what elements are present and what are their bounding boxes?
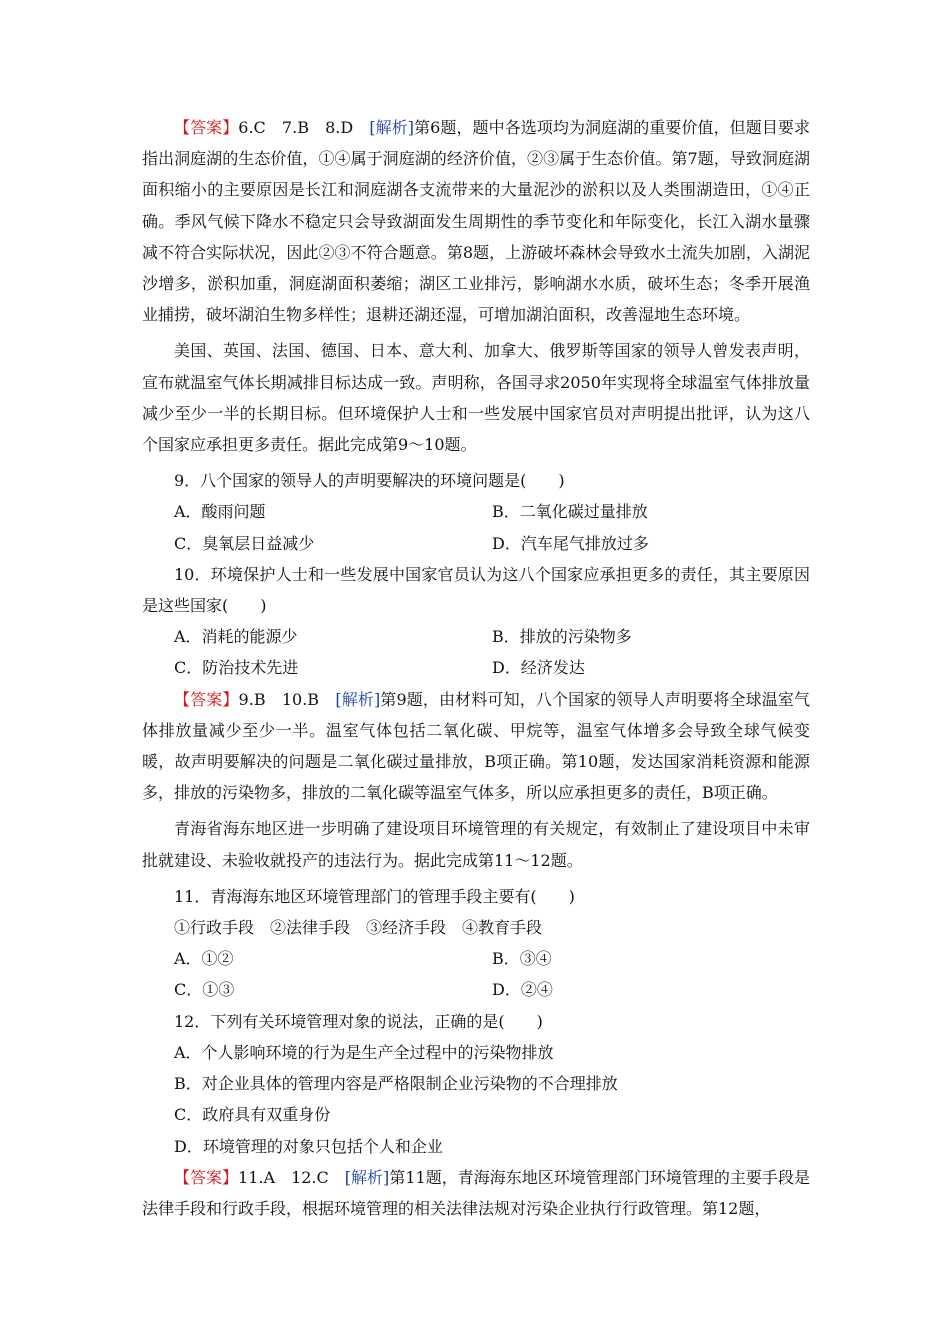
analysis-text: 第9题，由材料可知，八个国家的领导人声明要将全球温室气体排放量减少至少一半。温室气体包括二氧化碳、甲烷等，温室气体增多会导致全球气候变暖，故声明要解决的问题是二氧化碳过量排放，B项正确。第10题，发达国家消耗资源和能源多，排放的污染物多，排放的二氧化碳等温室气体多，所以应承担更多的责任，B项正确。	[142, 689, 810, 803]
option-a: A．①②	[174, 949, 234, 969]
question-10-options-row1	[142, 621, 810, 652]
analysis-text: 第11题，青海海东地区环境管理部门环境管理的主要手段是法律手段和行政手段，根据环境管理的相关法律法规对污染企业执行行政管理。第12题，	[142, 1167, 810, 1218]
option-d: D．汽车尾气排放过多	[492, 533, 649, 553]
option-b: B．③④	[492, 949, 552, 969]
answer-label: 【答案】	[174, 1167, 239, 1187]
answer-block-9-10	[142, 684, 810, 809]
analysis-label: [解析]	[335, 689, 381, 709]
analysis-label: [解析]	[344, 1167, 390, 1187]
question-9-options-row1	[142, 496, 810, 527]
question-11-options-row1	[142, 943, 810, 974]
analysis-label: [解析]	[369, 118, 415, 137]
option-a: A．消耗的能源少	[174, 627, 298, 647]
document-page	[142, 112, 810, 1224]
answer-block-11-12	[142, 1162, 810, 1224]
option-a: A．酸雨问题	[174, 502, 266, 522]
question-9-options-row2	[142, 528, 810, 559]
question-10-stem: 10．环境保护人士和一些发展中国家官员认为这八个国家应承担更多的责任，其主要原因是这些国家( )	[142, 564, 810, 616]
option-c: C．防治技术先进	[174, 658, 299, 678]
answer-keys: 11.A 12.C	[238, 1167, 345, 1187]
answer-block-6-8	[142, 112, 810, 330]
option-d: D．环境管理的对象只包括个人和企业	[174, 1136, 443, 1156]
option-d: D．经济发达	[492, 658, 585, 678]
question-12-stem: 12．下列有关环境管理对象的说法，正确的是( )	[174, 1011, 543, 1031]
answer-keys: 6.C 7.B 8.D	[238, 118, 370, 137]
passage-11-12: 青海省海东地区进一步明确了建设项目环境管理的有关规定，有效制止了建设项目中未审批就建设、未验收就投产的违法行为。据此完成第11～12题。	[142, 819, 810, 870]
answer-label: 【答案】	[174, 689, 239, 709]
option-b: B．对企业具体的管理内容是严格限制企业污染物的不合理排放	[174, 1074, 618, 1094]
option-b: B．二氧化碳过量排放	[492, 502, 648, 522]
question-11-items: ①行政手段 ②法律手段 ③经济手段 ④教育手段	[174, 918, 543, 938]
option-d: D．②④	[492, 980, 553, 1000]
option-c: C．臭氧层日益减少	[174, 533, 315, 553]
option-a: A．个人影响环境的行为是生产全过程中的污染物排放	[174, 1042, 554, 1062]
question-11-options-row2	[142, 974, 810, 1005]
passage-9-10: 美国、英国、法国、德国、日本、意大利、加拿大、俄罗斯等国家的领导人曾发表声明，宣布就温室气体长期减排目标达成一致。声明称，各国寻求2050年实现将全球温室气体排放量减少至少一半的长期目标。但环境保护人士和一些发展中国家官员对声明提出批评，认为这八个国家应承担更多责任。据此完成第9～10题。	[142, 341, 810, 455]
option-b: B．排放的污染物多	[492, 627, 632, 647]
question-9-stem: 9．八个国家的领导人的声明要解决的环境问题是( )	[174, 471, 565, 491]
answer-label: 【答案】	[174, 118, 239, 137]
option-c: C．政府具有双重身份	[174, 1105, 331, 1125]
question-10-options-row2	[142, 652, 810, 683]
answer-keys: 9.B 10.B	[238, 689, 336, 709]
analysis-text: 第6题，题中各选项均为洞庭湖的重要价值，但题目要求指出洞庭湖的生态价值，①④属于洞庭湖的经济价值，②③属于生态价值。第7题，导致洞庭湖面积缩小的主要原因是长江和洞庭湖各支流带来的大量泥沙的淤积以及人类围湖造田，①④正确。季风气候下降水不稳定只会导致湖面发生周期性的季节变化和年际变化，长江入湖水量骤减不符合实际状况，因此②③不符合题意。第8题，上游破坏森林会导致水土流失加剧，入湖泥沙增多，淤积加重，洞庭湖面积萎缩；湖区工业排污，影响湖水水质，破坏生态；冬季开展渔业捕捞，破坏湖泊生物多样性；退耕还湖还湿，可增加湖泊面积，改善湿地生态环境。	[142, 118, 810, 325]
option-c: C．①③	[174, 980, 235, 1000]
question-11-stem: 11．青海海东地区环境管理部门的管理手段主要有( )	[174, 886, 575, 906]
